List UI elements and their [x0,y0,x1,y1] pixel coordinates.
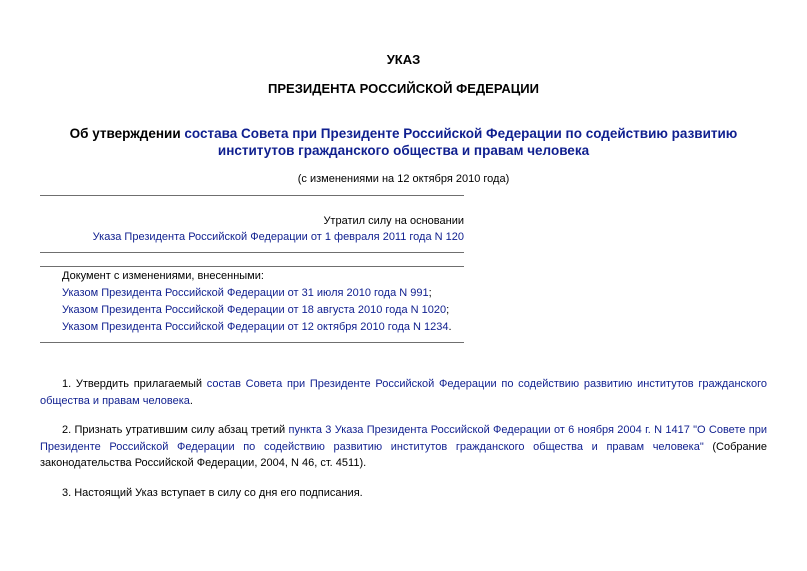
changes-intro: Документ с изменениями, внесенными: [62,270,264,282]
changes-item-link[interactable]: Указом Президента Российской Федерации от 12 октября 2010 года N 1234 [62,321,449,333]
p2-link[interactable]: пункта 3 Указа Президента Российской Федерации от 6 ноября 2004 г. N 1417 "О Совете при Президенте Российской Федерации по содействию развитию институтов гражданского общества и правам человека" [40,424,767,453]
changes-item [62,302,452,319]
paragraph-1 [40,376,767,409]
p1-prefix: 1. Утвердить прилагаемый [62,378,207,390]
president-heading: ПРЕЗИДЕНТА РОССИЙСКОЙ ФЕДЕРАЦИИ [268,81,539,96]
changes-item [62,285,452,302]
decree-heading: УКАЗ [386,52,421,67]
repeal-text: Утратил силу на основании [323,215,464,227]
changes-item [62,319,452,336]
changes-block [62,268,452,336]
changes-item-tail: . [448,321,452,333]
p1-tail: . [189,394,193,407]
divider [40,195,464,196]
changes-item-tail: ; [428,287,432,299]
p2-tail: (Собрание законодательства Российской Федерации, 2004, N 46, ст. 4511). [40,440,767,469]
divider [40,266,464,267]
title-link-line1[interactable]: состава Совета при Президенте Российской Федерации по содействию развитию [184,126,738,141]
changes-item-tail: ; [446,304,450,316]
title-prefix: Об утверждении [69,126,185,141]
p1-link[interactable]: состав Совета при Президенте Российской Федерации по содействию развитию институтов гражданского общества и правам человека [40,378,767,407]
p3-text: 3. Настоящий Указ вступает в силу со дня его подписания. [62,487,363,499]
divider [40,342,464,343]
repeal-link[interactable]: Указа Президента Российской Федерации от 1 февраля 2011 года N 120 [92,231,464,243]
paragraph-3 [40,485,767,502]
p2-prefix: 2. Признать утратившим силу абзац третий [62,424,289,436]
changes-item-link[interactable]: Указом Президента Российской Федерации от 31 июля 2010 года N 991 [62,287,429,299]
paragraph-2 [40,422,767,472]
changes-item-link[interactable]: Указом Президента Российской Федерации от 18 августа 2010 года N 1020 [62,304,447,316]
document-title [0,125,807,159]
divider [40,252,464,253]
title-link-line2[interactable]: институтов гражданского общества и правам человека [217,143,590,158]
amendment-note: (с изменениями на 12 октября 2010 года) [297,173,510,185]
